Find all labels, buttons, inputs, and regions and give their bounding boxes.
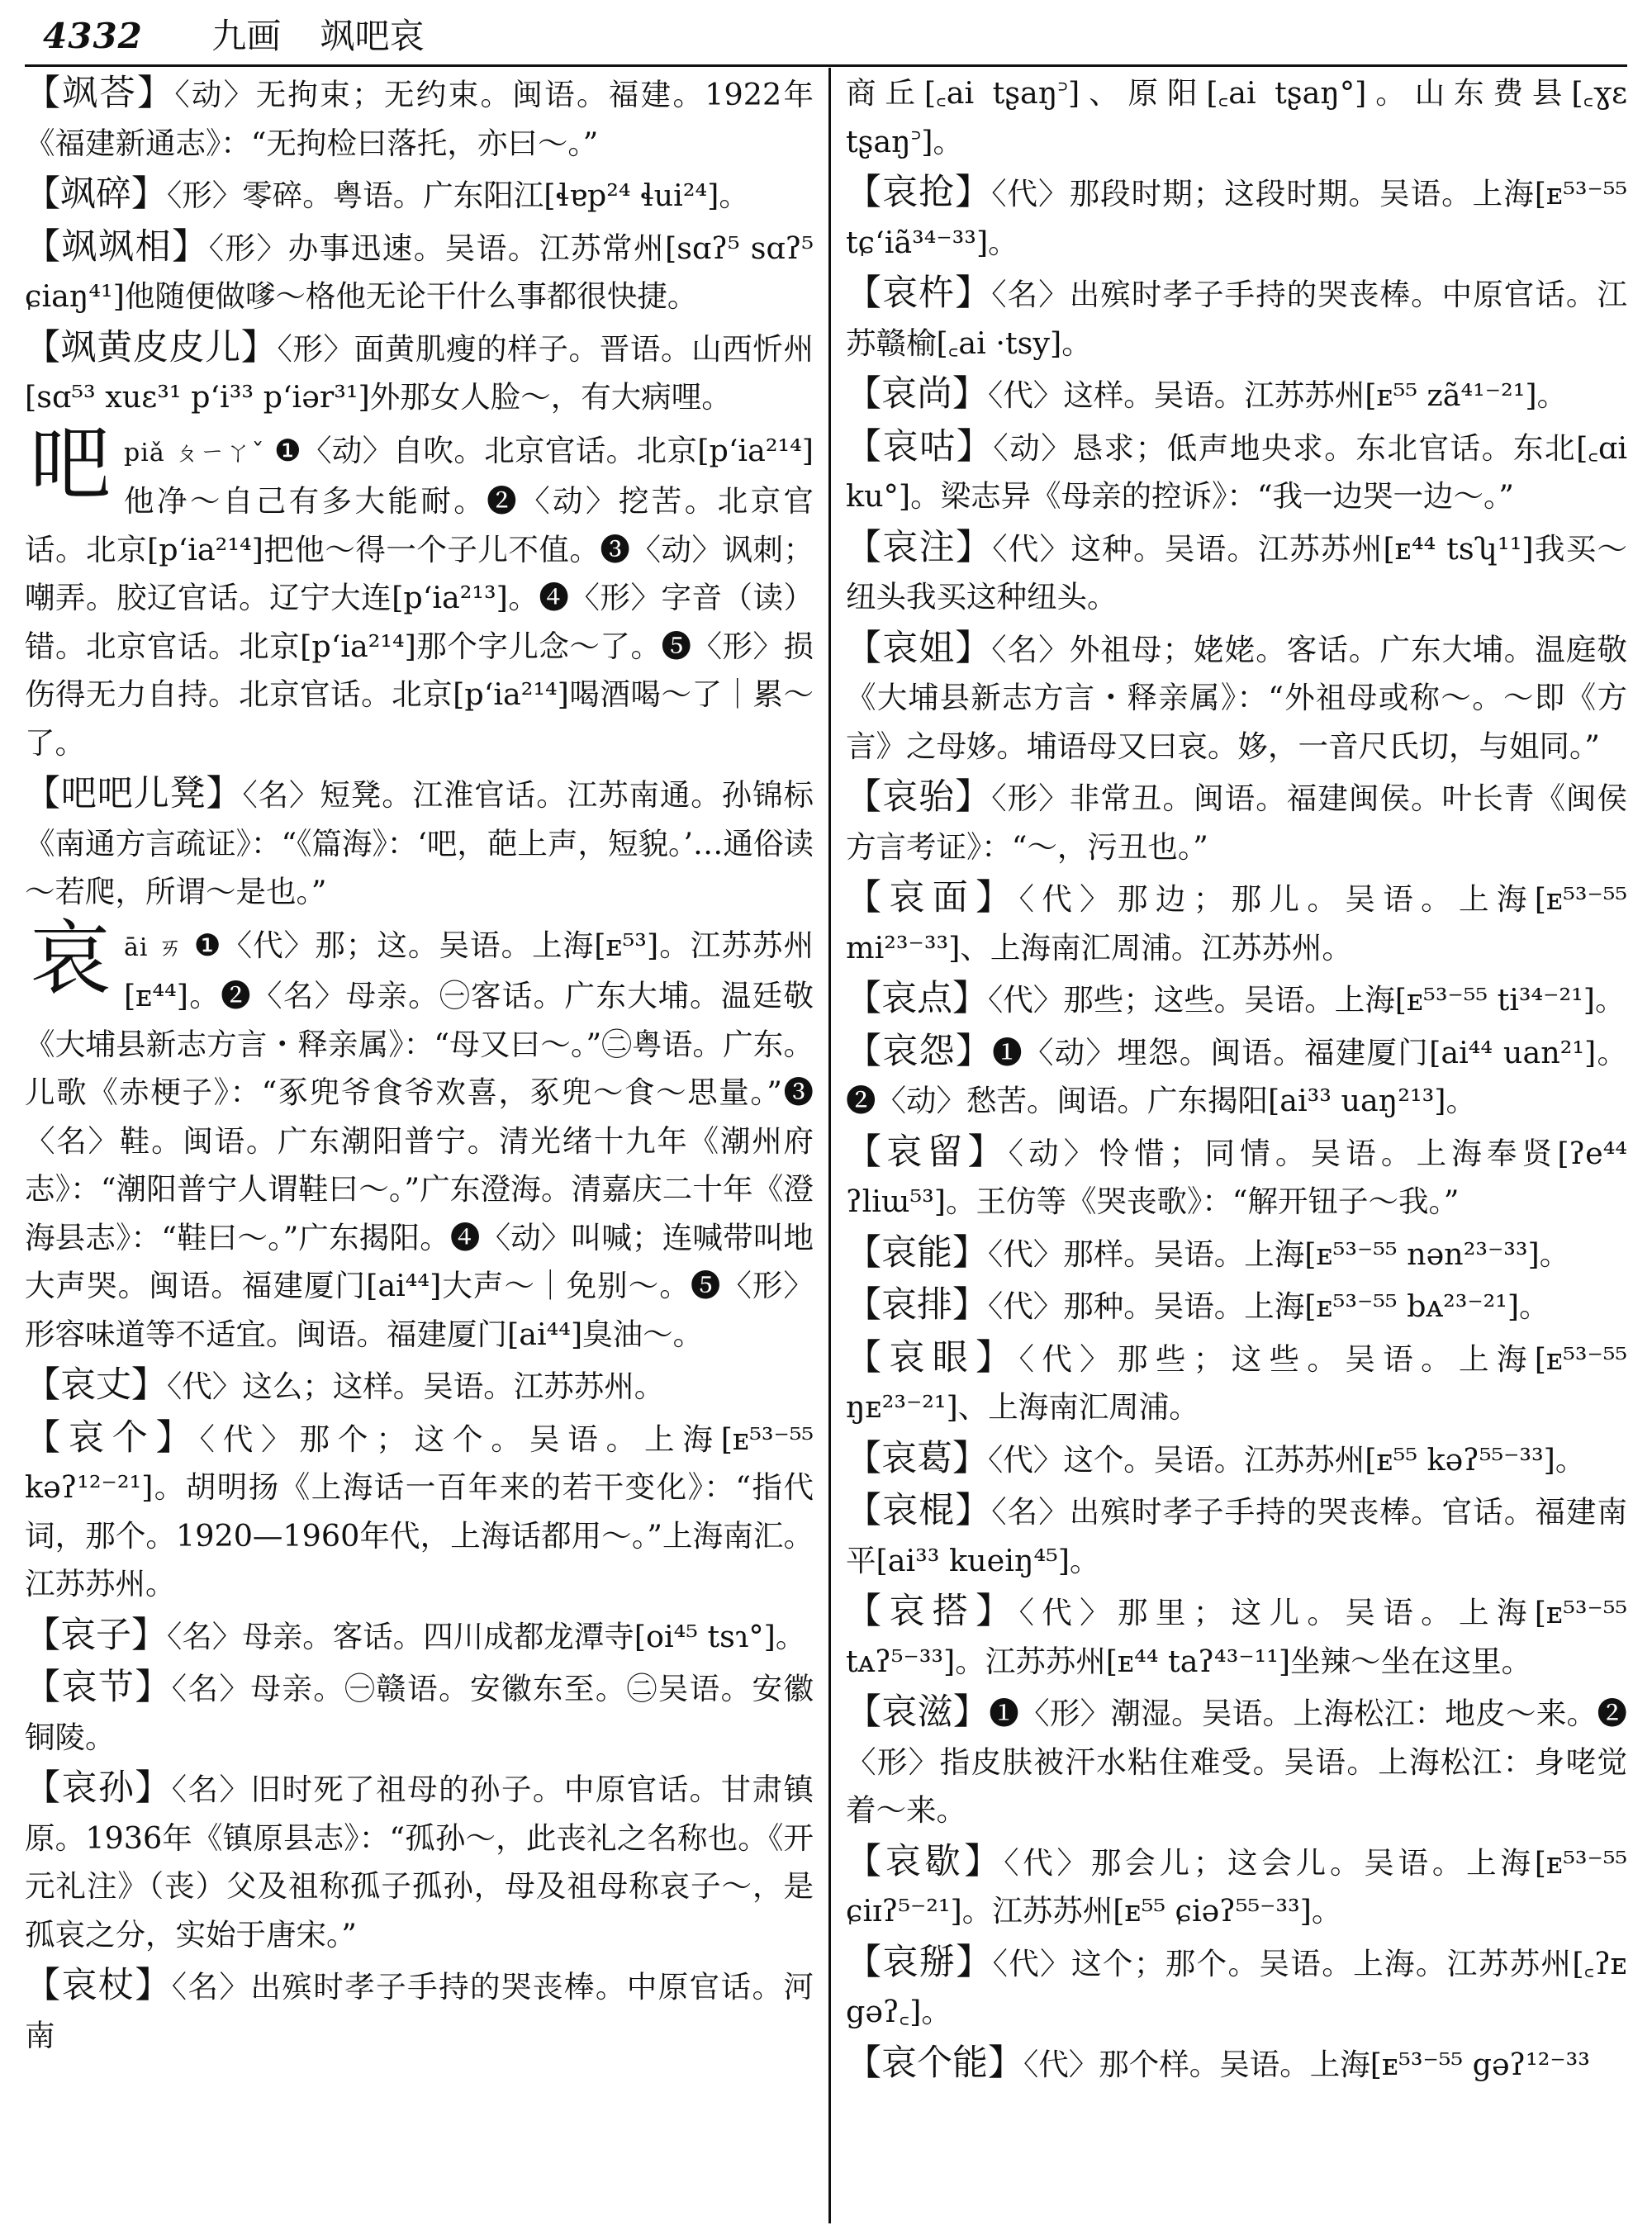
entry-definition: 〈代〉那种。吴语。上海[ᴇ⁵³⁻⁵⁵ bᴀ²³⁻²¹]。	[988, 1288, 1550, 1324]
dictionary-entry	[846, 975, 1627, 1025]
entry-headword: 【哀注】	[846, 526, 993, 568]
dictionary-entry	[846, 370, 1627, 420]
dictionary-entry	[846, 1938, 1627, 2037]
head-character: 哀	[30, 911, 112, 1006]
dictionary-entry	[846, 524, 1627, 622]
entry-headword: 【哀眼】	[846, 1336, 1019, 1378]
entry-definition: 〈动〉恳求；低声地央求。东北官话。东北[꜀ɑi ku°]。梁志异《母亲的控诉》：“我一边哭一边～。”	[846, 429, 1627, 514]
entry-definition: 〈代〉这样。吴语。江苏苏州[ᴇ⁵⁵ zã⁴¹⁻²¹]。	[988, 377, 1568, 413]
entry-headword: 【哀节】	[25, 1667, 172, 1708]
entry-definition: 〈名〉出殡时孝子手持的哭丧棒。中原官话。江苏赣榆[꜀ai ·tsy]。	[846, 277, 1627, 361]
dictionary-entry	[846, 168, 1627, 267]
entry-headword: 【哀骀】	[846, 776, 992, 818]
dictionary-entry	[846, 1838, 1627, 1936]
entry-definition: 〈代〉那些；这些。吴语。上海[ᴇ⁵³⁻⁵⁵ ŋᴇ²³⁻²¹]、上海南汇周浦。	[846, 1340, 1627, 1425]
entry-definition: 〈形〉零碎。粤语。广东阳江[ɬɐp²⁴ ɬui²⁴]。	[167, 178, 749, 213]
entry-headword: 【飒飒相】	[25, 225, 209, 268]
entry-headword: 【哀怨】	[846, 1030, 993, 1072]
entry-headword: 【哀搭】	[846, 1591, 1019, 1632]
entry-definition: ❶〈动〉埋怨。闽语。福建厦门[ai⁴⁴ uan²¹]。❷〈动〉愁苦。闽语。广东揭阳[ai³³ uaŋ²¹³]。	[846, 1034, 1627, 1118]
dictionary-entry	[846, 269, 1627, 368]
entry-headword: 【哀丈】	[25, 1364, 167, 1406]
dictionary-entry	[25, 1962, 814, 2060]
entry-definition: 〈名〉外祖母；姥姥。客话。广东大埔。温庭敬《大埔县新志方言・释亲属》：“外祖母或称～。～即《方言》之母姼。埔语母又曰哀。姼，一音尺氏切，与姐同。”	[846, 631, 1627, 764]
dictionary-entry	[846, 2039, 1627, 2090]
entry-headword: 【哀孙】	[25, 1767, 172, 1809]
dictionary-entry	[846, 773, 1627, 871]
entry-headword: 【哀个能】	[846, 2042, 1023, 2084]
entry-definition: 〈名〉旧时死了祖母的孙子。中原官话。甘肃镇原。1936年《镇原县志》：“孤孙～，此丧礼之名称也。《开元礼注》（丧）父及祖称孤子孤孙，母及祖母称哀子～，是孤哀之分，实始于唐宋。”	[25, 1772, 814, 1952]
entry-headword: 【哀个】	[25, 1416, 200, 1459]
section-label: 九画	[211, 16, 282, 56]
entry-headword: 【吧吧儿凳】	[25, 773, 243, 814]
dictionary-entry	[25, 1361, 814, 1412]
entry-definition: ❶〈代〉那；这。吴语。上海[ᴇ⁵³]。江苏苏州[ᴇ⁴⁴]。❷〈名〉母亲。㊀客话。广东大埔。温廷敬《大埔县新志方言・释亲属》：“母又曰～。”㊁粤语。广东。儿歌《赤梗子》：“豖兜爷食爷欢喜，豖兜～食～思量。”❸〈名〉鞋。闽语。广东潮阳普宁。清光绪十九年《潮州府志》：“潮阳普宁人谓鞋曰～。”广东澄海。清嘉庆二十年《澄海县志》：“鞋曰～。”广东揭阳。❹〈动〉叫喊；连喊带叫地大声哭。闽语。福建厦门[ai⁴⁴]大声～｜免别～。❺〈形〉形容味道等不适宜。闽语。福建厦门[ai⁴⁴]臭油～。	[25, 927, 814, 1352]
dictionary-entry	[25, 770, 814, 917]
entry-definition: 〈代〉这么；这样。吴语。江苏苏州。	[167, 1369, 665, 1404]
entry-headword: 【哀咕】	[846, 425, 994, 467]
entry-headword: 【哀排】	[846, 1284, 988, 1326]
entry-definition: 〈代〉那样。吴语。上海[ᴇ⁵³⁻⁵⁵ nən²³⁻³³]。	[988, 1236, 1570, 1272]
entry-definition: 〈代〉那些；这些。吴语。上海[ᴇ⁵³⁻⁵⁵ ti³⁴⁻²¹]。	[988, 982, 1626, 1018]
dictionary-entry	[25, 170, 814, 221]
head-character: 吧	[30, 416, 112, 511]
dictionary-entry	[25, 1764, 814, 1959]
entry-definition: 〈名〉出殡时孝子手持的哭丧棒。官话。福建南平[ai³³ kueiŋ⁴⁵]。	[846, 1494, 1627, 1578]
page-number: 4332	[43, 16, 143, 56]
dictionary-entry	[846, 624, 1627, 771]
entry-definition: 〈代〉这种。吴语。江苏苏州[ᴇ⁴⁴ tsʮ¹¹]我买～纽头我买这种纽头。	[846, 530, 1627, 614]
right-column	[846, 69, 1627, 2225]
entry-definition: 〈代〉那个样。吴语。上海[ᴇ⁵³⁻⁵⁵ gəʔ¹²⁻³³	[1023, 2046, 1590, 2082]
entry-headword: 【哀姐】	[846, 627, 992, 669]
entry-headword: 【飒荅】	[25, 73, 175, 114]
entry-definition: 〈代〉这个；那个。吴语。上海。江苏苏州[꜀ʔᴇ gəʔ꜀]。	[846, 1945, 1627, 2029]
entry-headword: 【哀子】	[25, 1614, 167, 1656]
entry-headword: 【飒黄皮皮儿】	[25, 326, 278, 368]
dictionary-entry	[846, 874, 1627, 972]
entry-headword: 【哀点】	[846, 978, 988, 1019]
pronunciation: āi ㄞ	[124, 932, 194, 962]
entry-definition: 〈形〉非常丑。闽语。福建闽侯。叶长青《闽侯方言考证》：“～，污丑也。”	[846, 780, 1627, 865]
header-rule	[25, 64, 1627, 67]
dictionary-entry	[846, 1487, 1627, 1585]
entry-headword: 【哀掰】	[846, 1941, 993, 1983]
dictionary-entry	[846, 423, 1627, 521]
dictionary-entry	[846, 1334, 1627, 1432]
dictionary-entry	[25, 1611, 814, 1662]
left-column	[25, 69, 814, 2225]
entry-headword: 【哀葛】	[846, 1437, 988, 1479]
entry-headword: 【哀杵】	[846, 273, 992, 314]
entry-definition: 〈动〉怜惜；同情。吴语。上海奉贤[ʔe⁴⁴ ʔliɯ⁵³]。王仿等《哭丧歌》：“解开钮子～我。”	[846, 1135, 1627, 1219]
entry-definition: 〈代〉那个；这个。吴语。上海[ᴇ⁵³⁻⁵⁵ kəʔ¹²⁻²¹]。胡明扬《上海话一百年来的若干变化》：“指代词，那个。1920—1960年代，上海话都用～。”上海南汇。江苏苏州。	[25, 1421, 814, 1601]
page-header	[43, 12, 1612, 61]
dictionary-entry	[846, 1281, 1627, 1331]
entry-definition: 〈形〉面黄肌瘦的样子。晋语。山西忻州[sɑ⁵³ xuɛ³¹ p‘i³³ p‘iər³¹]外那女人脸～，有大病哩。	[25, 330, 814, 415]
entry-headword: 【哀抢】	[846, 172, 992, 213]
dictionary-entry	[846, 1027, 1627, 1126]
entry-headword: 【哀滋】	[846, 1691, 990, 1733]
entry-definition: 〈名〉母亲。㊀赣语。安徽东至。㊁吴语。安徽铜陵。	[25, 1671, 814, 1755]
dictionary-entry	[846, 1128, 1627, 1226]
entry-headword: 【哀留】	[846, 1131, 1009, 1173]
entry-definition: 〈名〉短凳。江淮官话。江苏南通。孙锦标《南通方言疏证》：“《篇海》：‘吧，葩上声，短貌。’…通俗读～若爬，所谓～是也。”	[25, 777, 814, 909]
pronunciation: piǎ ㄆㄧㄚˇ	[124, 438, 274, 467]
entry-headword: 【哀尚】	[846, 373, 988, 415]
entry-definition: 商丘[꜀ai tʂaŋ꜄]、原阳[꜀ai tʂaŋ°]。山东费县[꜀ɣɛ tʂaŋ꜄]。	[846, 75, 1627, 159]
entry-headword: 【哀面】	[846, 877, 1019, 918]
dictionary-entry	[846, 1435, 1627, 1485]
dictionary-entry	[846, 1587, 1627, 1686]
entry-definition: 〈名〉母亲。客话。四川成都龙潭寺[oi⁴⁵ tsɿ°]。	[167, 1618, 806, 1654]
dictionary-entry	[25, 324, 814, 422]
dictionary-entry	[25, 416, 814, 768]
running-headwords: 飒吧哀	[320, 16, 425, 56]
entry-headword: 【哀棍】	[846, 1490, 992, 1531]
column-divider	[828, 68, 831, 2223]
entry-headword: 【哀能】	[846, 1231, 988, 1274]
dictionary-entry	[25, 69, 814, 168]
dictionary-entry	[25, 911, 814, 1359]
entry-headword: 【飒碎】	[25, 173, 167, 215]
dictionary-entry	[846, 69, 1627, 166]
entry-definition: 〈代〉那里；这儿。吴语。上海[ᴇ⁵³⁻⁵⁵ tᴀʔ⁵⁻³³]。江苏苏州[ᴇ⁴⁴ taʔ⁴³⁻¹¹]坐辣～坐在这里。	[846, 1595, 1627, 1679]
dictionary-entry	[25, 223, 814, 321]
dictionary-entry	[25, 1663, 814, 1762]
entry-definition: 〈代〉那边；那儿。吴语。上海[ᴇ⁵³⁻⁵⁵ mi²³⁻³³]、上海南汇周浦。江苏苏州。	[846, 881, 1627, 966]
entry-definition: 〈代〉这个。吴语。江苏苏州[ᴇ⁵⁵ kəʔ⁵⁵⁻³³]。	[988, 1441, 1586, 1478]
dictionary-entry	[25, 1414, 814, 1609]
entry-definition: ❶〈形〉潮湿。吴语。上海松江：地皮～来。❷〈形〉指皮肤被汗水粘住难受。吴语。上海松江：身咾觉着～来。	[846, 1696, 1627, 1828]
entry-definition: 〈动〉无拘束；无约束。闽语。福建。1922年《福建新通志》：“无拘检曰落托，亦曰～。”	[25, 77, 814, 161]
entry-definition: 〈代〉那会儿；这会儿。吴语。上海[ᴇ⁵³⁻⁵⁵ ɕiɪʔ⁵⁻²¹]。江苏苏州[ᴇ⁵⁵ ɕiəʔ⁵⁵⁻³³]。	[846, 1844, 1627, 1929]
entry-definition: ❶〈动〉自吹。北京官话。北京[p‘ia²¹⁴]他净～自己有多大能耐。❷〈动〉挖苦。北京官话。北京[p‘ia²¹⁴]把他～得一个子儿不值。❸〈动〉讽刺；嘲弄。胶辽官话。辽宁大连[p‘ia²¹³]。❹〈形〉字音（读）错。北京官话。北京[p‘ia²¹⁴]那个字儿念～了。❺〈形〉损伤得无力自持。北京官话。北京[p‘ia²¹⁴]喝酒喝～了｜累～了。	[25, 432, 814, 761]
entry-definition: 〈代〉那段时期；这段时期。吴语。上海[ᴇ⁵³⁻⁵⁵ tɕ‘iã³⁴⁻³³]。	[846, 176, 1627, 260]
entry-definition: 〈名〉出殡时孝子手持的哭丧棒。中原官话。河南	[25, 1969, 814, 2053]
dictionary-entry	[846, 1229, 1627, 1279]
entry-headword: 【哀杖】	[25, 1965, 172, 2006]
entry-definition: 〈形〉办事迅速。吴语。江苏常州[sɑʔ⁵ sɑʔ⁵ ɕiaŋ⁴¹]他随便做嗲～格他无论干什么事都很快捷。	[25, 230, 814, 314]
dictionary-entry	[846, 1688, 1627, 1835]
entry-headword: 【哀歇】	[846, 1840, 1004, 1882]
